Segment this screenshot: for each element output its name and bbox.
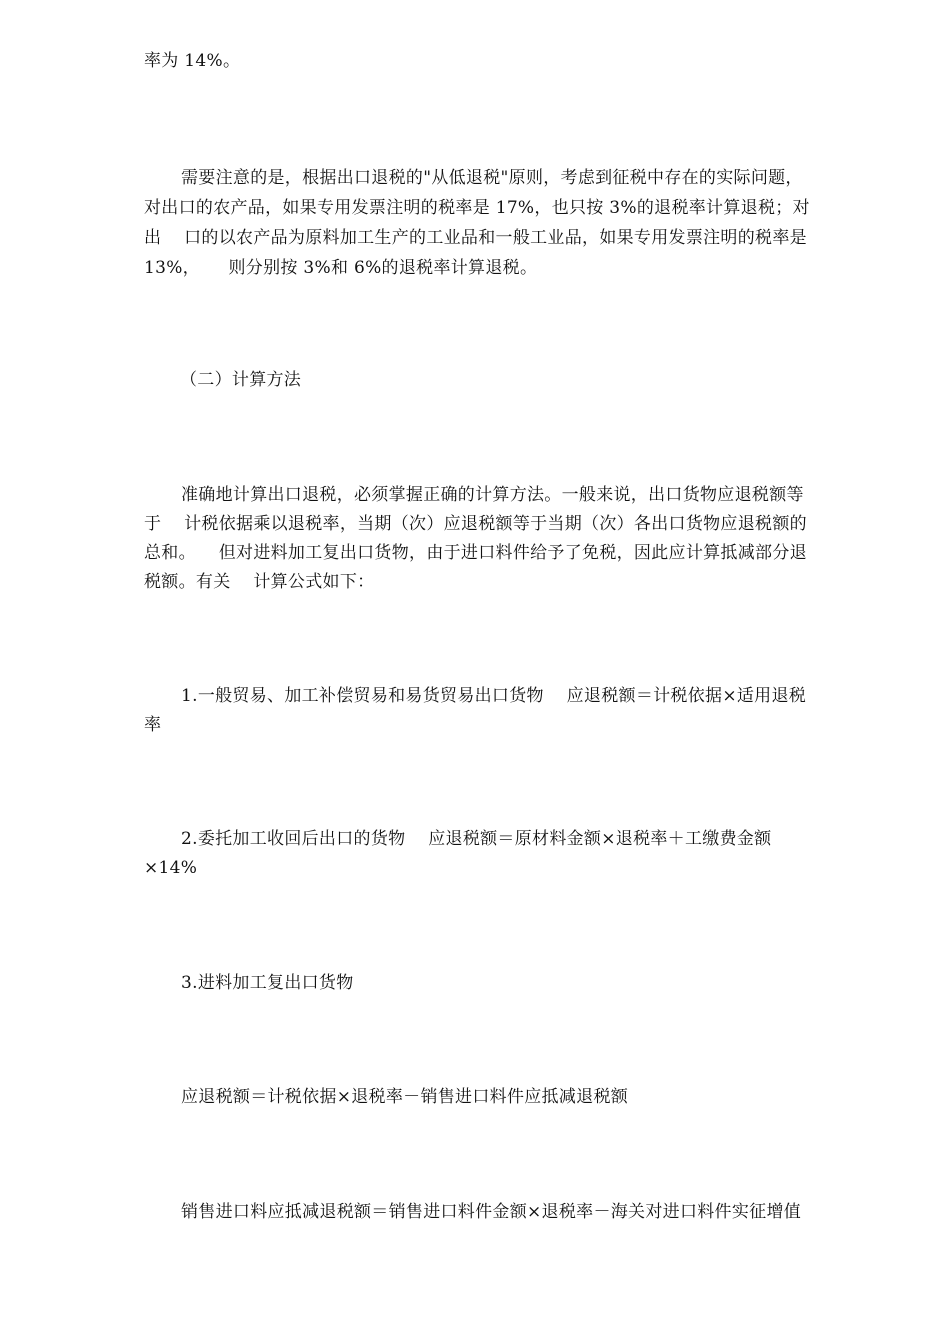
text-line: 13%， 则分别按 3%和 6%的退税率计算退税。: [144, 258, 538, 278]
text-line: ×14%: [144, 858, 198, 878]
formula-line: 应退税额＝计税依据×退税率－销售进口料件应抵减退税额: [181, 1087, 629, 1107]
text-line: 率: [144, 715, 162, 735]
text-line: 税额。有关 计算公式如下：: [144, 572, 375, 592]
text-line: 率为 14%。: [144, 51, 241, 71]
text-line: 出 口的以农产品为原料加工生产的工业品和一般工业品，如果专用发票注明的税率是: [144, 228, 807, 248]
list-item: 1.一般贸易、加工补偿贸易和易货贸易出口货物 应退税额＝计税依据×适用退税: [181, 686, 807, 706]
formula-line: 销售进口料应抵减退税额＝销售进口料件金额×退税率－海关对进口料件实征增值: [181, 1202, 802, 1222]
text-line: 准确地计算出口退税，必须掌握正确的计算方法。一般来说，出口货物应退税额等: [181, 485, 804, 505]
text-line: 总和。 但对进料加工复出口货物，由于进口料件给予了免税，因此应计算抵减部分退: [144, 543, 807, 563]
text-line: 于 计税依据乘以退税率，当期（次）应退税额等于当期（次）各出口货物应退税额的: [144, 514, 807, 534]
text-line: 需要注意的是，根据出口退税的"从低退税"原则，考虑到征税中存在的实际问题，: [181, 168, 803, 188]
section-heading: （二）计算方法: [180, 370, 302, 390]
text-line: 对出口的农产品，如果专用发票注明的税率是 17%，也只按 3%的退税率计算退税；对: [144, 198, 810, 218]
list-item: 3.进料加工复出口货物: [181, 973, 354, 993]
list-item: 2.委托加工收回后出口的货物 应退税额＝原材料金额×退税率＋工缴费金额: [181, 829, 772, 849]
